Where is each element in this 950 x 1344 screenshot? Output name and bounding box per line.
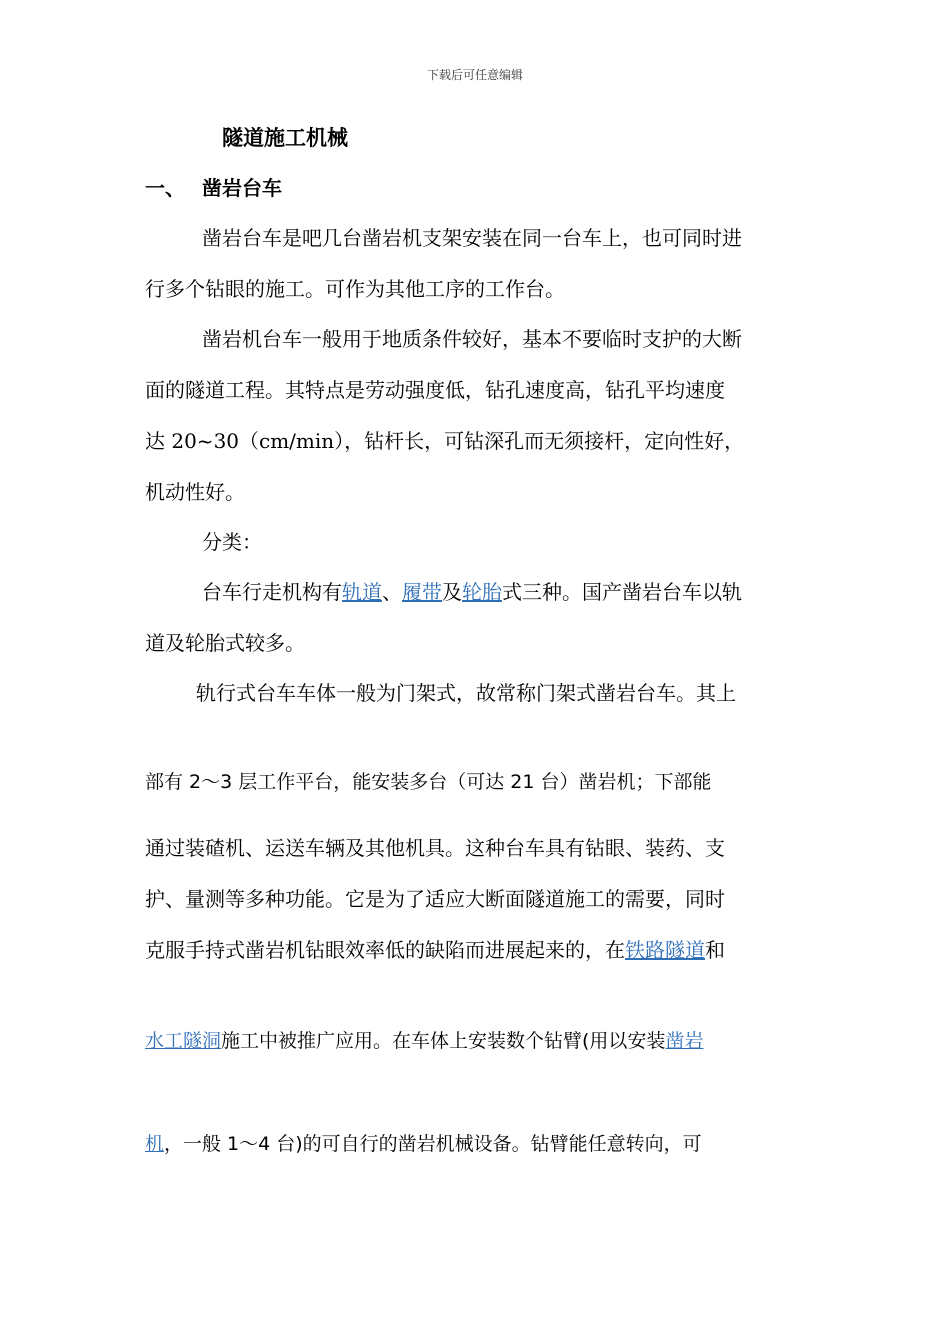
text-run: 、: [382, 580, 402, 604]
text-run: 克服手持式凿岩机钻眼效率低的缺陷而进展起来的，在: [145, 938, 625, 962]
text-run: 施工中被推广应用。在车体上安装数个钻臂(用以安装: [221, 1030, 666, 1052]
paragraph-line: 道及轮胎式较多。: [145, 631, 305, 655]
paragraph-line: 凿岩台车是吧几台凿岩机支架安装在同一台车上，也可同时进: [202, 226, 742, 250]
section-title: 凿岩台车: [202, 176, 282, 200]
link-hydraulic-tunnel[interactable]: 水工隧洞: [145, 1030, 222, 1052]
text-run: 及: [442, 580, 462, 604]
section-number: 一、: [145, 176, 185, 200]
text-run: 和: [705, 938, 725, 962]
paragraph-line: 部有 2～3 层工作平台，能安装多台（可达 21 台）凿岩机；下部能: [145, 771, 712, 793]
paragraph-line: 行多个钻眼的施工。可作为其他工序的工作台。: [145, 277, 565, 301]
paragraph-line: 面的隧道工程。其特点是劳动强度低，钻孔速度高，钻孔平均速度: [145, 378, 725, 402]
link-railway-tunnel[interactable]: 铁路隧道: [625, 938, 705, 962]
link-rock-drill-cont[interactable]: 机: [145, 1133, 165, 1155]
paragraph-line: [145, 936, 725, 964]
link-track[interactable]: 轨道: [342, 580, 382, 604]
link-crawler[interactable]: 履带: [402, 580, 442, 604]
paragraph-line: 护、量测等多种功能。它是为了适应大断面隧道施工的需要，同时: [145, 887, 725, 911]
link-tire[interactable]: 轮胎: [462, 580, 502, 604]
paragraph-line: 达 20~30（cm/min），钻杆长，可钻深孔而无须接杆，定向性好，: [145, 429, 745, 453]
document-title: 隧道施工机械: [222, 125, 348, 150]
paragraph-line: 机动性好。: [145, 480, 245, 504]
text-run: 台车行走机构有: [202, 580, 342, 604]
paragraph-line: 轨行式台车车体一般为门架式，故常称门架式凿岩台车。其上: [196, 681, 736, 705]
paragraph-line: 凿岩机台车一般用于地质条件较好，基本不要临时支护的大断: [202, 327, 742, 351]
paragraph-line: [145, 1027, 703, 1055]
text-run: 式三种。国产凿岩台车以轨: [502, 580, 742, 604]
paragraph-line: [145, 1130, 702, 1158]
page-header: 下载后可任意编辑: [426, 68, 523, 82]
section-heading: [145, 174, 282, 202]
paragraph-line: 分类：: [202, 530, 262, 554]
paragraph-line: [202, 578, 742, 606]
link-rock-drill[interactable]: 凿岩: [665, 1030, 704, 1052]
paragraph-line: 通过装碴机、运送车辆及其他机具。这种台车具有钻眼、装药、支: [145, 836, 725, 860]
text-run: ，一般 1～4 台)的可自行的凿岩机械设备。钻臂能任意转向，可: [164, 1133, 702, 1155]
